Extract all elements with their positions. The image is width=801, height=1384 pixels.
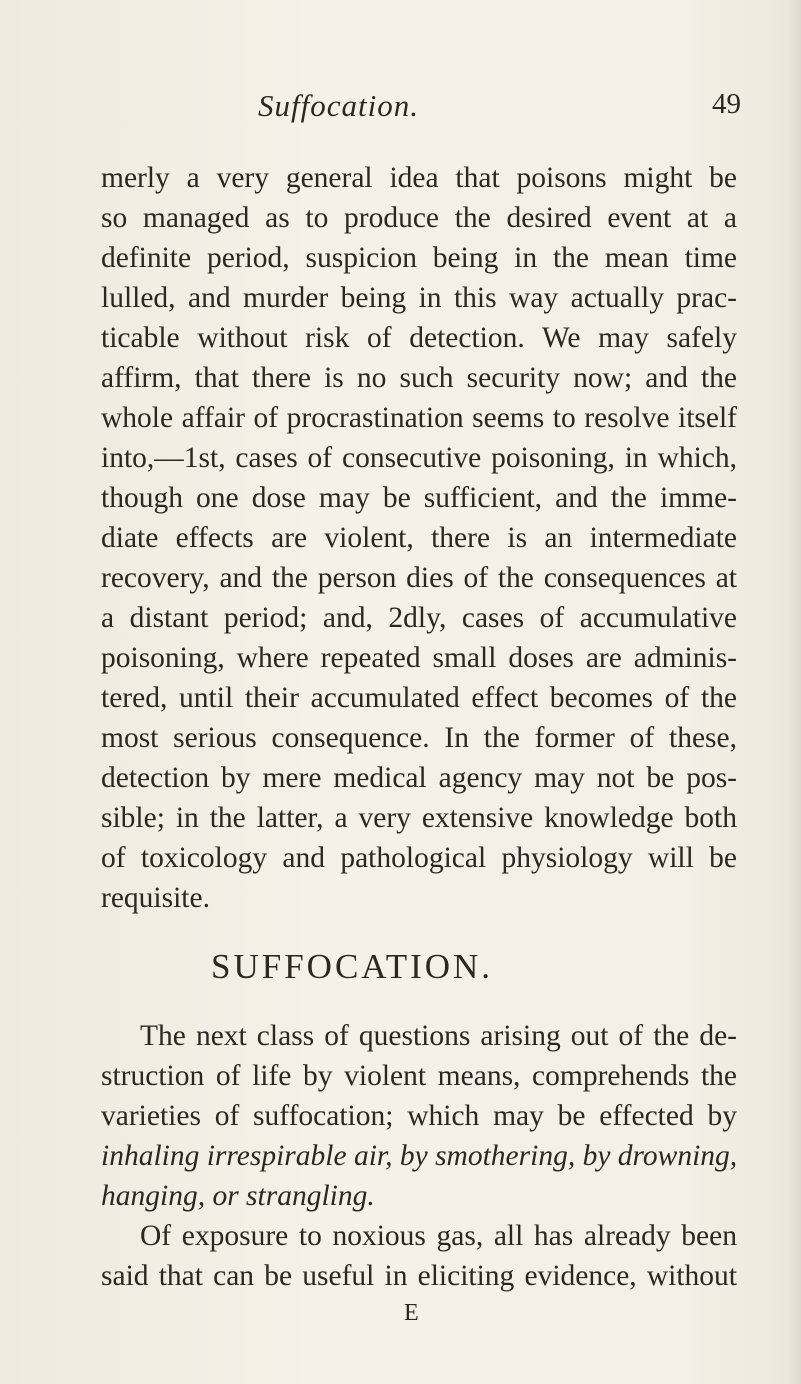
- text-line: into,—1st, cases of consecutive poisoning, in which,: [101, 442, 737, 474]
- text-line: recovery, and the person dies of the consequences at: [101, 562, 737, 594]
- signature-mark: E: [404, 1300, 419, 1326]
- running-head: Suffocation.: [258, 88, 419, 123]
- text-line: affirm, that there is no such security now; and the: [101, 362, 737, 394]
- text-line: most serious consequence. In the former of these,: [101, 722, 737, 754]
- text-line: ticable without risk of detection. We may safely: [101, 322, 737, 354]
- text-line: inhaling irrespirable air, by smothering, by drowning,: [101, 1140, 738, 1172]
- text-line: requisite.: [101, 882, 210, 914]
- text-line: of toxicology and pathological physiology will be: [101, 842, 737, 874]
- text-line: diate effects are violent, there is an intermediate: [101, 522, 737, 554]
- text-line: hanging, or strangling.: [101, 1180, 375, 1212]
- text-line: poisoning, where repeated small doses are adminis-: [101, 642, 737, 674]
- text-line: Of exposure to noxious gas, all has already been: [140, 1220, 737, 1252]
- section-heading: SUFFOCATION.: [211, 947, 494, 986]
- text-line: tered, until their accumulated effect becomes of the: [101, 682, 737, 714]
- page-number: 49: [712, 88, 741, 120]
- text-line: so managed as to produce the desired event at a: [101, 202, 737, 234]
- text-line: detection by mere medical agency may not be pos-: [101, 762, 737, 794]
- text-line: sible; in the latter, a very extensive knowledge both: [101, 802, 737, 834]
- text-line: merly a very general idea that poisons might be: [101, 162, 737, 194]
- text-line: lulled, and murder being in this way actually prac-: [101, 282, 737, 314]
- text-line: varieties of suffocation; which may be effected by: [101, 1100, 737, 1132]
- text-line: struction of life by violent means, comprehends the: [101, 1060, 737, 1092]
- text-line: whole affair of procrastination seems to resolve itself: [101, 402, 737, 434]
- text-line: definite period, suspicion being in the mean time: [101, 242, 737, 274]
- text-line: though one dose may be sufficient, and the imme-: [101, 482, 737, 514]
- text-line: The next class of questions arising out of the de-: [140, 1020, 737, 1052]
- text-line: said that can be useful in eliciting evidence, without: [101, 1260, 737, 1292]
- text-line: a distant period; and, 2dly, cases of accumulative: [101, 602, 737, 634]
- page-edge-shadow: [787, 0, 801, 1384]
